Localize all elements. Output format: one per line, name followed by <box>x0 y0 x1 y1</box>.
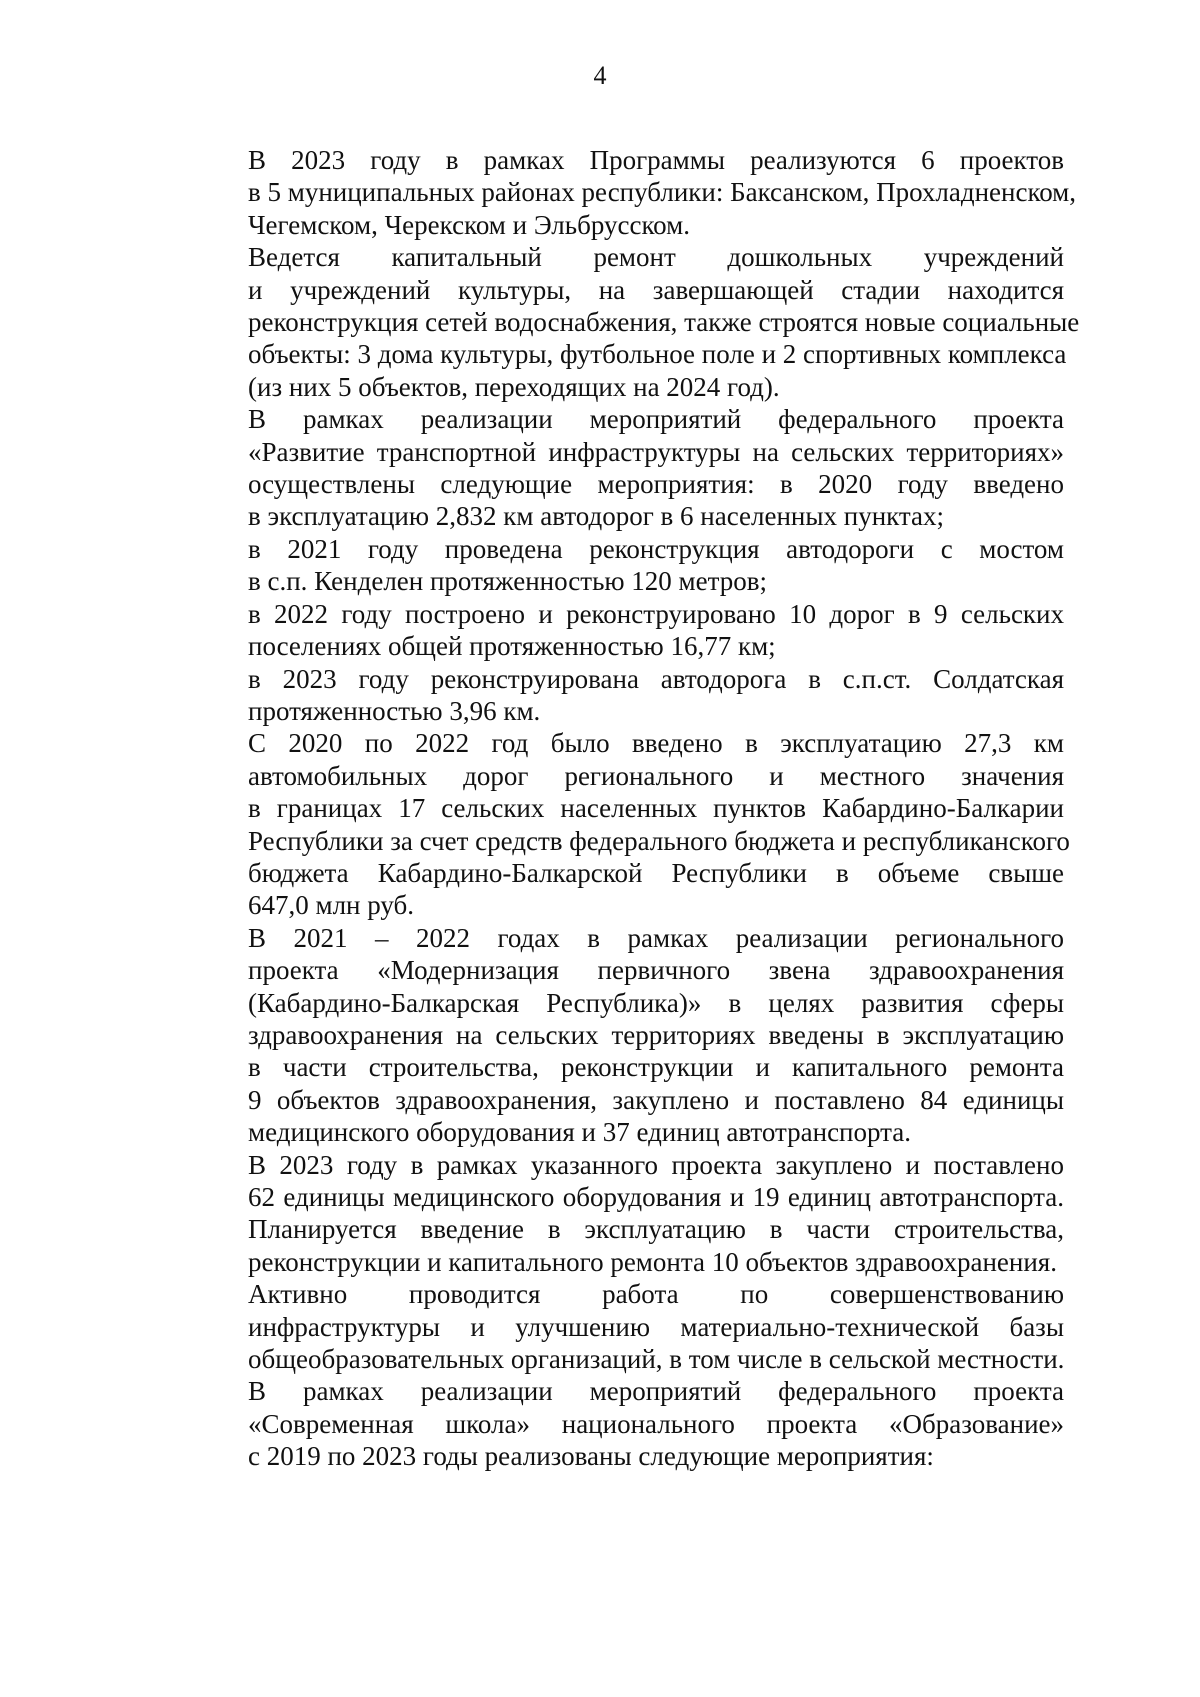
text-line: (Кабардино-Балкарская Республика)» в целях развития сферы <box>248 987 1064 1018</box>
text-line: в с.п. Кенделен протяженностью 120 метров; <box>248 566 767 597</box>
paragraph <box>174 144 1077 241</box>
text-line: в 5 муниципальных районах республики: Баксанском, Прохладненском, <box>248 177 1077 208</box>
text-line: Чегемском, Черекском и Эльбрусском. <box>248 209 691 240</box>
text-line: 62 единицы медицинского оборудования и 19 единиц автотранспорта. <box>248 1182 1064 1212</box>
document-body <box>174 144 1080 1473</box>
text-line: Республики за счет средств федерального бюджета и республиканского <box>248 825 1070 856</box>
text-line: поселениях общей протяженностью 16,77 км; <box>248 631 776 662</box>
page-number: 4 <box>593 61 607 90</box>
text-line: В 2023 году в рамках Программы реализуются 6 проектов <box>248 145 1064 175</box>
text-line: реконструкции и капитального ремонта 10 объектов здравоохранения. <box>248 1246 1057 1277</box>
text-line: автомобильных дорог регионального и местного значения <box>248 760 1064 791</box>
text-line: В рамках реализации мероприятий федерального проекта <box>248 1376 1064 1407</box>
text-line: (из них 5 объектов, переходящих на 2024 год). <box>248 371 780 402</box>
text-line: протяженностью 3,96 км. <box>248 695 541 726</box>
paragraph <box>174 598 1064 663</box>
text-line: в части строительства, реконструкции и капитального ремонта <box>248 1052 1064 1083</box>
text-line: В 2021 – 2022 годах в рамках реализации регионального <box>248 922 1064 953</box>
text-line: «Развитие транспортной инфраструктуры на сельских территориях» <box>248 436 1064 467</box>
text-line: в 2021 году проведена реконструкция автодороги с мостом <box>248 533 1064 564</box>
text-line: здравоохранения на сельских территориях введены в эксплуатацию <box>248 1019 1064 1050</box>
text-line: 9 объектов здравоохранения, закуплено и поставлено 84 единицы <box>248 1084 1064 1115</box>
text-line: Планируется введение в эксплуатацию в части строительства, <box>248 1214 1064 1245</box>
text-line: Ведется капитальный ремонт дошкольных учреждений <box>248 242 1064 273</box>
text-line: В 2023 году в рамках указанного проекта закуплено и поставлено <box>248 1149 1064 1180</box>
text-line: общеобразовательных организаций, в том числе в сельской местности. <box>248 1344 1065 1375</box>
paragraph <box>174 241 1080 403</box>
text-line: Активно проводится работа по совершенствованию <box>248 1279 1064 1310</box>
text-line: бюджета Кабардино-Балкарской Республики в объеме свыше <box>248 857 1064 888</box>
paragraph <box>174 922 1064 1149</box>
text-line: в эксплуатацию 2,832 км автодорог в 6 населенных пунктах; <box>248 501 945 532</box>
text-line: в границах 17 сельских населенных пунктов Кабардино-Балкарии <box>248 793 1064 824</box>
paragraph <box>174 1278 1064 1375</box>
text-line: в 2023 году реконструирована автодорога в с.п.ст. Солдатская <box>248 663 1064 694</box>
text-line: реконструкция сетей водоснабжения, также строятся новые социальные <box>248 307 1080 338</box>
paragraph <box>174 663 1064 728</box>
text-line: проекта «Модернизация первичного звена здравоохранения <box>248 955 1064 986</box>
text-line: инфраструктуры и улучшению материально-технической базы <box>248 1311 1064 1342</box>
paragraph <box>174 533 1064 598</box>
text-line: 647,0 млн руб. <box>248 890 415 921</box>
text-line: в 2022 году построено и реконструировано 10 дорог в 9 сельских <box>248 598 1064 629</box>
paragraph <box>174 1149 1064 1279</box>
text-line: С 2020 по 2022 год было введено в эксплуатацию 27,3 км <box>248 728 1064 759</box>
paragraph <box>174 727 1070 921</box>
text-line: В рамках реализации мероприятий федерального проекта <box>248 404 1064 435</box>
paragraph <box>174 1375 1064 1472</box>
text-line: и учреждений культуры, на завершающей стадии находится <box>248 274 1064 305</box>
text-line: медицинского оборудования и 37 единиц автотранспорта. <box>248 1117 912 1148</box>
text-line: с 2019 по 2023 годы реализованы следующие мероприятия: <box>248 1441 934 1472</box>
text-line: объекты: 3 дома культуры, футбольное поле и 2 спортивных комплекса <box>248 339 1067 370</box>
paragraph <box>174 403 1064 533</box>
text-line: осуществлены следующие мероприятия: в 2020 году введено <box>248 469 1064 500</box>
text-line: «Современная школа» национального проекта «Образование» <box>248 1408 1064 1439</box>
